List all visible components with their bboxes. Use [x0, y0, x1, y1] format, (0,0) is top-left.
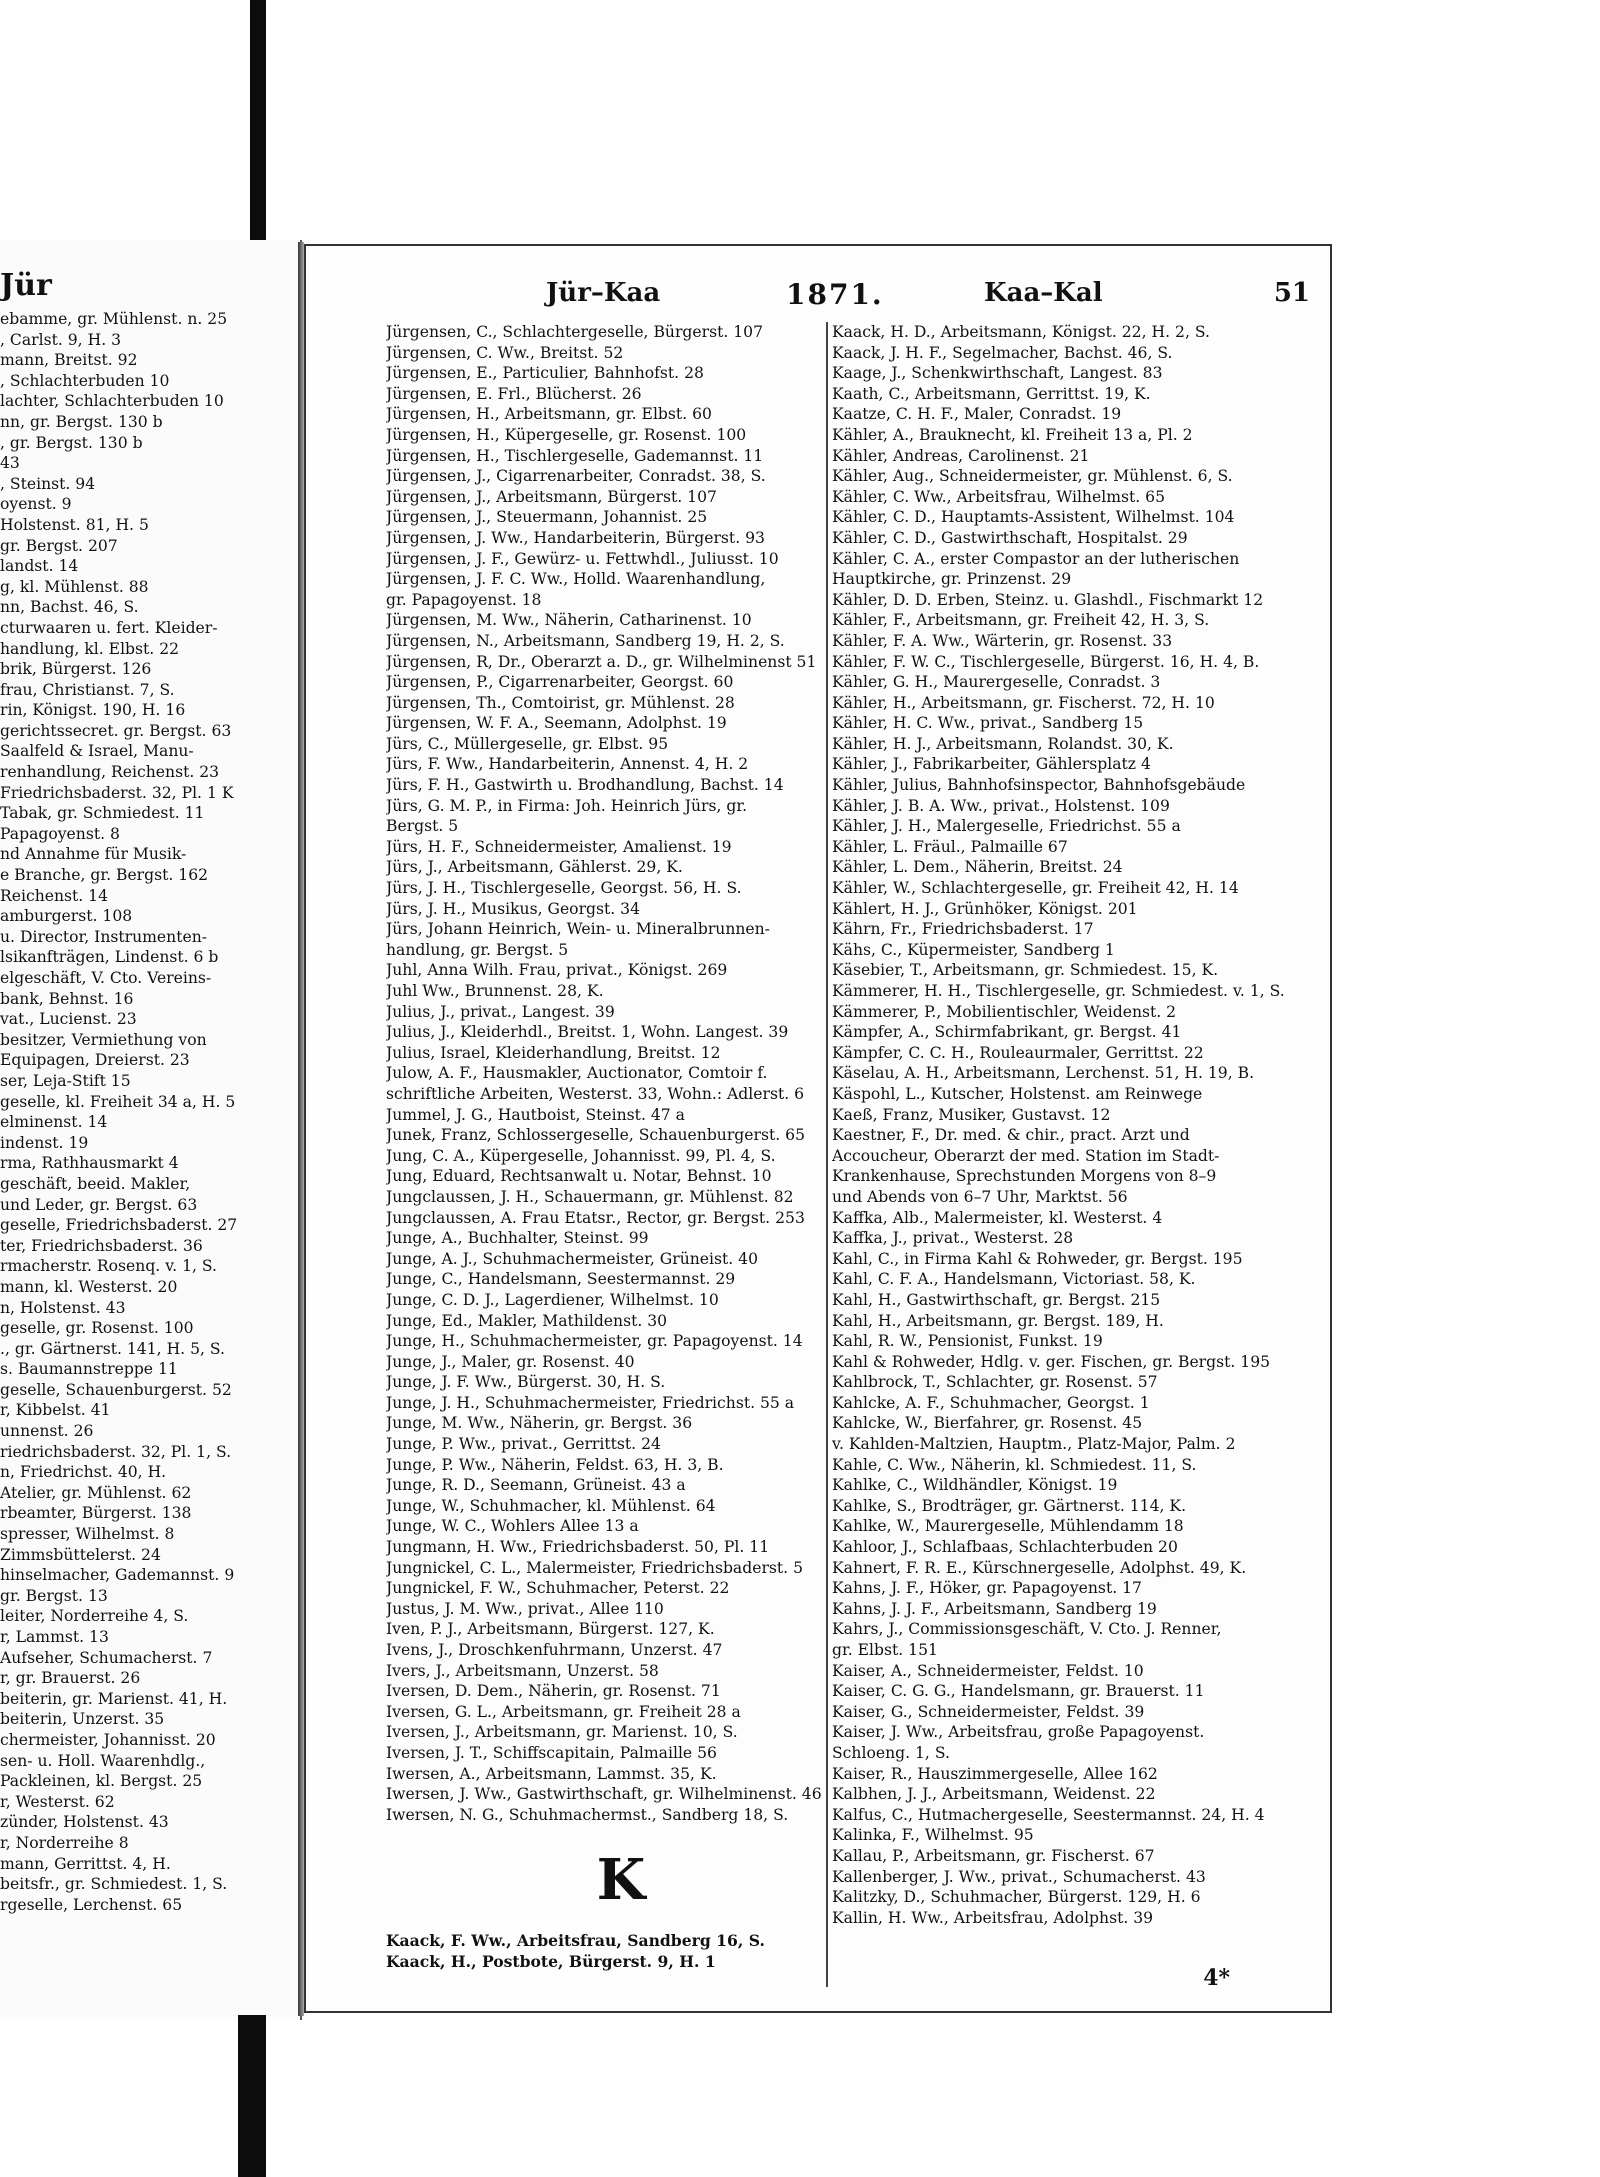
directory-entry: Iversen, J. T., Schiffscapitain, Palmaille 56	[386, 1743, 717, 1762]
left-page-line: s. Baumannstreppe 11	[0, 1360, 178, 1379]
signature-mark: 4*	[1203, 1965, 1230, 1991]
column-divider	[826, 322, 828, 1987]
directory-entry: Jürgensen, J. Ww., Handarbeiterin, Bürgerst. 93	[386, 528, 765, 547]
left-page-line: chermeister, Johannisst. 20	[0, 1730, 216, 1749]
directory-entry: Ivers, J., Arbeitsmann, Unzerst. 58	[386, 1661, 659, 1680]
left-page-line: gesellе, kl. Freiheit 34 a, H. 5	[0, 1092, 236, 1111]
left-page-line: r, Kibbelst. 41	[0, 1401, 111, 1420]
left-page-line: Tabak, gr. Schmiedest. 11	[0, 804, 205, 823]
running-header	[306, 278, 1330, 318]
directory-entry: Kahl, R. W., Pensionist, Funkst. 19	[832, 1332, 1103, 1351]
directory-entry: Kaack, H. D., Arbeitsmann, Königst. 22, H. 2, S.	[832, 323, 1210, 341]
left-page-line: riedrichsbaderst. 32, Pl. 1, S.	[0, 1442, 232, 1461]
directory-entry: Julius, J., Kleiderhdl., Breitst. 1, Wohn. Langest. 39	[386, 1023, 789, 1042]
left-page-line: g, kl. Mühlenst. 88	[0, 577, 149, 596]
directory-entry: Kählert, H. J., Grünhöker, Königst. 201	[832, 899, 1138, 918]
directory-entry: Kalfus, C., Hutmachergeselle, Seestermannst. 24, H. 4	[832, 1805, 1265, 1824]
left-page-line: rbeamter, Bürgerst. 138	[0, 1504, 192, 1523]
directory-entry: Iversen, D. Dem., Näherin, gr. Rosenst. 71	[386, 1682, 721, 1701]
directory-entry: Kähler, C. D., Hauptamts-Assistent, Wilhelmst. 104	[832, 508, 1235, 527]
directory-entry: Kahl, H., Arbeitsmann, gr. Bergst. 189, H.	[832, 1311, 1164, 1330]
left-page-line: 43	[0, 454, 20, 473]
directory-entry: Junge, J., Maler, gr. Rosenst. 40	[386, 1352, 635, 1371]
left-page-line: rin, Königst. 190, H. 16	[0, 701, 186, 720]
directory-entry: Kämpfer, A., Schirmfabrikant, gr. Bergst. 41	[832, 1023, 1182, 1042]
directory-entry: Kämpfer, C. C. H., Rouleaurmaler, Gerrittst. 22	[832, 1043, 1204, 1062]
directory-entry: Jürgensen, M. Ww., Näherin, Catharinenst. 10	[386, 611, 752, 630]
directory-entry: Kahlke, W., Maurergeselle, Mühlendamm 18	[832, 1517, 1184, 1536]
left-page-line: r, Lammst. 13	[0, 1628, 109, 1646]
directory-entry: Kähler, Andreas, Carolinenst. 21	[832, 446, 1090, 465]
left-page-line: nd Annahme für Musik-	[0, 845, 187, 864]
left-page-line: e Branche, gr. Bergst. 162	[0, 866, 209, 885]
directory-entry: Kähler, H., Arbeitsmann, gr. Fischerst. 72, H. 10	[832, 693, 1215, 712]
directory-entry: gr. Papagoyenst. 18	[386, 590, 542, 609]
directory-entry: Junek, Franz, Schlossergeselle, Schauenburgerst. 65	[386, 1126, 805, 1145]
left-page-line: cturwaaren u. fert. Kleider-	[0, 618, 218, 637]
directory-entry: Jürgensen, R, Dr., Oberarzt a. D., gr. Wilhelminenst 51	[386, 652, 817, 671]
left-page	[0, 240, 302, 2020]
directory-entry: Junge, W., Schuhmacher, kl. Mühlenst. 64	[386, 1496, 716, 1515]
left-page-line: Atelier, gr. Mühlenst. 62	[0, 1483, 192, 1502]
directory-entry: Hauptkirche, gr. Prinzenst. 29	[832, 570, 1072, 589]
left-page-line: gr. Bergst. 207	[0, 536, 118, 555]
directory-entry: Kähler, Julius, Bahnhofsinspector, Bahnhofsgebäude	[832, 776, 1246, 795]
directory-entry: Kahl, H., Gastwirthschaft, gr. Bergst. 215	[832, 1290, 1161, 1309]
directory-entry: Junge, P. Ww., privat., Gerrittst. 24	[386, 1435, 661, 1454]
left-page-line: oyenst. 9	[0, 495, 72, 514]
directory-entry: Jürgensen, J. F. C. Ww., Holld. Waarenhandlung,	[386, 570, 766, 589]
directory-entry: Jungnickel, C. L., Malermeister, Friedrichsbaderst. 5	[386, 1558, 804, 1577]
directory-entry: Kämmerer, H. H., Tischlergeselle, gr. Schmiedest. v. 1, S.	[832, 982, 1285, 1000]
directory-entry: Kaack, F. Ww., Arbeitsfrau, Sandberg 16, S.	[386, 1931, 765, 1951]
left-page-line: gr. Bergst. 13	[0, 1586, 108, 1605]
left-page-line: geschäft, beeid. Makler,	[0, 1174, 191, 1193]
directory-entry: Kähler, C. D., Gastwirthschaft, Hospitalst. 29	[832, 528, 1188, 547]
left-page-line: n, Friedrichst. 40, H.	[0, 1463, 167, 1482]
left-page-line: r, gr. Brauerst. 26	[0, 1669, 141, 1688]
directory-entry: Jürgensen, E. Frl., Blücherst. 26	[386, 384, 642, 403]
directory-entry: Jürs, J. H., Tischlergeselle, Georgst. 56, H. S.	[386, 879, 742, 898]
directory-entry: Kähler, W., Schlachtergeselle, gr. Freiheit 42, H. 14	[832, 879, 1239, 898]
left-page-line: lachter, Schlachterbuden 10	[0, 392, 224, 411]
left-page-line: Reichenst. 14	[0, 886, 109, 905]
directory-entry: v. Kahlden-Maltzien, Hauptm., Platz-Major, Palm. 2	[832, 1435, 1236, 1454]
left-page-line: Aufseher, Schumacherst. 7	[0, 1648, 213, 1667]
book-spine-top	[250, 0, 266, 262]
directory-entry: Junge, M. Ww., Näherin, gr. Bergst. 36	[386, 1414, 693, 1433]
directory-entry: Kähler, Aug., Schneidermeister, gr. Mühlenst. 6, S.	[832, 467, 1233, 486]
directory-entry: Kaath, C., Arbeitsmann, Gerrittst. 19, K.	[832, 384, 1151, 403]
directory-entry: Kahrs, J., Commissionsgeschäft, V. Cto. J. Renner,	[832, 1620, 1222, 1639]
directory-column-right	[832, 322, 1302, 1928]
directory-entry: Jungmann, H. Ww., Friedrichsbaderst. 50, Pl. 11	[386, 1538, 770, 1557]
directory-entry: Krankenhause, Sprechstunden Morgens von 8–9	[832, 1167, 1217, 1186]
left-page-line: r, Westerst. 62	[0, 1792, 115, 1811]
directory-entry: Kähler, C. A., erster Compastor an der lutherischen	[832, 549, 1240, 568]
left-page-line: renhandlung, Reichenst. 23	[0, 763, 220, 782]
directory-entry: Jürgensen, J., Arbeitsmann, Bürgerst. 107	[386, 487, 717, 506]
directory-entry: Kähler, J., Fabrikarbeiter, Gählersplatz 4	[832, 755, 1151, 774]
directory-entry: Kahns, J. J. F., Arbeitsmann, Sandberg 19	[832, 1599, 1157, 1618]
left-page-line: bank, Behnst. 16	[0, 989, 134, 1008]
directory-entry: Juhl Ww., Brunnenst. 28, K.	[386, 982, 604, 1000]
directory-column-left	[386, 322, 856, 1973]
left-page-line: Zimmsbüttelerst. 24	[0, 1545, 161, 1564]
left-page-line: mann, Gerrittst. 4, H.	[0, 1854, 171, 1873]
left-page-line: Holstenst. 81, H. 5	[0, 515, 149, 534]
directory-entry: Kähler, H. J., Arbeitsmann, Rolandst. 30, K.	[832, 734, 1174, 753]
directory-entry: Iwersen, N. G., Schuhmachermst., Sandberg 18, S.	[386, 1805, 789, 1824]
directory-entry: Jürs, H. F., Schneidermeister, Amalienst. 19	[386, 837, 732, 856]
directory-entry: Kähler, J. H., Malergeselle, Friedrichst. 55 a	[832, 817, 1181, 836]
left-page-line: ., gr. Gärtnerst. 141, H. 5, S.	[0, 1339, 225, 1358]
left-page-heading: Jür	[0, 268, 52, 303]
directory-entry: und Abends von 6–7 Uhr, Marktst. 56	[832, 1187, 1128, 1206]
left-page-line: zünder, Holstenst. 43	[0, 1813, 169, 1832]
left-page-line: nn, Bachst. 46, S.	[0, 598, 139, 617]
directory-entry: Junge, C., Handelsmann, Seestermannst. 29	[386, 1270, 736, 1289]
left-page-line: hinselmacher, Gademannst. 9	[0, 1566, 235, 1585]
directory-entry: Kähler, L. Dem., Näherin, Breitst. 24	[832, 858, 1123, 877]
header-range-left: Jür–Kaa	[546, 278, 661, 308]
directory-entry: schriftliche Arbeiten, Westerst. 33, Wohn.: Adlerst. 6	[386, 1084, 805, 1103]
directory-entry: Kaack, H., Postbote, Bürgerst. 9, H. 1	[386, 1951, 716, 1971]
directory-entry: Kaiser, C. G. G., Handelsmann, gr. Brauerst. 11	[832, 1682, 1205, 1701]
directory-entry: Jung, Eduard, Rechtsanwalt u. Notar, Behnst. 10	[386, 1167, 772, 1186]
directory-entry: Junge, J. F. Ww., Bürgerst. 30, H. S.	[386, 1373, 666, 1392]
directory-entry: Kahlke, C., Wildhändler, Königst. 19	[832, 1476, 1118, 1495]
directory-entry: Jürs, C., Müllergeselle, gr. Elbst. 95	[386, 734, 669, 753]
directory-entry: Kalitzky, D., Schuhmacher, Bürgerst. 129, H. 6	[832, 1888, 1201, 1907]
left-page-line: u. Director, Instrumenten-	[0, 927, 208, 946]
directory-entry: Iwersen, J. Ww., Gastwirthschaft, gr. Wilhelminenst. 46	[386, 1785, 822, 1804]
directory-entry: Jungnickel, F. W., Schuhmacher, Peterst. 22	[386, 1579, 730, 1598]
directory-entry: Jürgensen, J. F., Gewürz- u. Fettwhdl., Juliusst. 10	[386, 549, 779, 568]
left-page-line: sen- u. Holl. Waarenhdlg.,	[0, 1751, 206, 1770]
directory-entry: Kaiser, A., Schneidermeister, Feldst. 10	[832, 1661, 1144, 1680]
left-page-line: spresser, Wilhelmst. 8	[0, 1525, 175, 1544]
directory-entry: Jürgensen, W. F. A., Seemann, Adolphst. 19	[386, 714, 727, 733]
directory-entry: Kähler, H. C. Ww., privat., Sandberg 15	[832, 714, 1144, 733]
directory-entry: Jürgensen, Th., Comtoirist, gr. Mühlenst. 28	[386, 693, 735, 712]
directory-entry: Junge, A. J., Schuhmachermeister, Grüneist. 40	[386, 1249, 759, 1268]
directory-entry: Jürgensen, J., Steuermann, Johannist. 25	[386, 508, 708, 527]
left-page-line: Packleinen, kl. Bergst. 25	[0, 1772, 203, 1791]
directory-entry: Kahle, C. Ww., Näherin, kl. Schmiedest. 11, S.	[832, 1455, 1197, 1474]
directory-entry: Kähler, F. W. C., Tischlergeselle, Bürgerst. 16, H. 4, B.	[832, 652, 1260, 671]
directory-entry: Jürs, J. H., Musikus, Georgst. 34	[386, 899, 641, 918]
directory-entry: Kähler, J. B. A. Ww., privat., Holstenst. 109	[832, 796, 1170, 815]
directory-entry: Jürs, F. Ww., Handarbeiterin, Annenst. 4, H. 2	[386, 755, 749, 774]
directory-entry: Kaatze, C. H. F., Maler, Conradst. 19	[832, 405, 1122, 424]
left-page-line: r, Norderreihe 8	[0, 1833, 129, 1852]
left-page-line: mann, Breitst. 92	[0, 351, 138, 370]
left-page-line: beiterin, gr. Marienst. 41, H.	[0, 1689, 228, 1708]
directory-entry: Kahl & Rohweder, Hdlg. v. ger. Fischen, gr. Bergst. 195	[832, 1352, 1271, 1371]
directory-entry: Schloeng. 1, S.	[832, 1743, 950, 1762]
directory-entry: Kähler, C. Ww., Arbeitsfrau, Wilhelmst. 65	[832, 487, 1166, 506]
left-page-line: geselle, Friedrichsbaderst. 27	[0, 1216, 238, 1235]
directory-entry: Kalinka, F., Wilhelmst. 95	[832, 1826, 1034, 1845]
directory-entry: Jürs, J., Arbeitsmann, Gählerst. 29, K.	[386, 858, 683, 877]
directory-entry: Jürgensen, H., Arbeitsmann, gr. Elbst. 60	[386, 405, 712, 424]
left-page-line: Papagoyenst. 8	[0, 824, 120, 843]
directory-entry: Kaiser, R., Hauszimmergeselle, Allee 162	[832, 1764, 1158, 1783]
section-letter-k: K	[596, 1847, 646, 1914]
left-page-line: n, Holstenst. 43	[0, 1298, 126, 1317]
left-page-line: geselle, gr. Rosenst. 100	[0, 1319, 194, 1338]
left-page-line: elminenst. 14	[0, 1113, 108, 1132]
directory-entry: Käselau, A. H., Arbeitsmann, Lerchenst. 51, H. 19, B.	[832, 1064, 1255, 1083]
left-page-line: elgeschäft, V. Cto. Vereins-	[0, 969, 212, 987]
directory-entry: Kähler, D. D. Erben, Steinz. u. Glashdl., Fischmarkt 12	[832, 590, 1264, 609]
left-page-line: , Steinst. 94	[0, 474, 96, 493]
directory-entry: Kallau, P., Arbeitsmann, gr. Fischerst. 67	[832, 1846, 1155, 1865]
directory-entry: Junge, R. D., Seemann, Grüneist. 43 a	[386, 1476, 686, 1495]
directory-entry: Käspohl, L., Kutscher, Holstenst. am Reinwege	[832, 1084, 1203, 1103]
left-page-line: ter, Friedrichsbaderst. 36	[0, 1236, 203, 1255]
directory-entry: Jummel, J. G., Hautboist, Steinst. 47 a	[386, 1105, 685, 1124]
directory-entry: handlung, gr. Bergst. 5	[386, 940, 569, 959]
left-page-line: beitsfr., gr. Schmiedest. 1, S.	[0, 1875, 228, 1894]
left-page-line: , Carlst. 9, H. 3	[0, 330, 122, 349]
directory-entry: Kähler, A., Brauknecht, kl. Freiheit 13 a, Pl. 2	[832, 425, 1193, 444]
directory-entry: Kahlcke, A. F., Schuhmacher, Georgst. 1	[832, 1393, 1150, 1412]
directory-entry: Accoucheur, Oberarzt der med. Station im Stadt-	[832, 1146, 1220, 1165]
directory-entry: Junge, P. Ww., Näherin, Feldst. 63, H. 3, B.	[386, 1455, 724, 1474]
directory-entry: Jürgensen, J., Cigarrenarbeiter, Conradst. 38, S.	[386, 467, 766, 486]
left-page-line: beiterin, Unzerst. 35	[0, 1710, 165, 1729]
directory-entry: Jürgensen, C., Schlachtergeselle, Bürgerst. 107	[386, 323, 764, 341]
directory-entry: Iven, P. J., Arbeitsmann, Bürgerst. 127, K.	[386, 1620, 715, 1639]
directory-entry: Jung, C. A., Küpergeselle, Johannisst. 99, Pl. 4, S.	[386, 1146, 776, 1165]
directory-entry: Jungclaussen, A. Frau Etatsr., Rector, gr. Bergst. 253	[386, 1208, 805, 1227]
directory-entry: Iwersen, A., Arbeitsmann, Lammst. 35, K.	[386, 1764, 717, 1783]
directory-entry: Kähler, F. A. Ww., Wärterin, gr. Rosenst. 33	[832, 631, 1173, 650]
directory-entry: Kalbhen, J. J., Arbeitsmann, Weidenst. 22	[832, 1785, 1156, 1804]
left-page-line: amburgerst. 108	[0, 907, 133, 926]
left-page-line: mann, kl. Westerst. 20	[0, 1277, 178, 1296]
directory-entry: Kähler, F., Arbeitsmann, gr. Freiheit 42, H. 3, S.	[832, 611, 1210, 630]
left-page-line: ebamme, gr. Mühlenst. n. 25	[0, 310, 228, 328]
right-column-entries	[832, 322, 1302, 1928]
left-page-line: besitzer, Vermiethung von	[0, 1030, 207, 1049]
left-page-line: Friedrichsbaderst. 32, Pl. 1 K	[0, 783, 234, 802]
directory-entry: Kahl, C., in Firma Kahl & Rohweder, gr. Bergst. 195	[832, 1249, 1243, 1268]
directory-entry: Jürs, F. H., Gastwirth u. Brodhandlung, Bachst. 14	[386, 776, 784, 795]
directory-entry: Kähler, L. Fräul., Palmaille 67	[832, 837, 1068, 856]
directory-entry: Kaiser, J. Ww., Arbeitsfrau, große Papagoyenst.	[832, 1723, 1205, 1742]
header-year: 1871.	[786, 278, 884, 311]
directory-entry: Jürgensen, E., Particulier, Bahnhofst. 28	[386, 364, 704, 383]
left-page-lines	[0, 309, 300, 1915]
left-page-line: landst. 14	[0, 557, 79, 576]
left-page-line: handlung, kl. Elbst. 22	[0, 639, 180, 658]
left-page-line: indenst. 19	[0, 1133, 89, 1152]
directory-entry: Junge, C. D. J., Lagerdiener, Wilhelmst. 10	[386, 1290, 719, 1309]
directory-entry: Kähler, G. H., Maurergeselle, Conradst. 3	[832, 673, 1161, 692]
directory-entry: Junge, A., Buchhalter, Steinst. 99	[386, 1229, 649, 1248]
header-range-right: Kaa–Kal	[984, 278, 1103, 308]
directory-entry: Jürgensen, N., Arbeitsmann, Sandberg 19, H. 2, S.	[386, 631, 785, 650]
left-page-line: , Schlachterbuden 10	[0, 371, 170, 390]
left-page-line: und Leder, gr. Bergst. 63	[0, 1195, 198, 1214]
directory-entry: Kahnert, F. R. E., Kürschnergeselle, Adolphst. 49, K.	[832, 1558, 1247, 1577]
directory-entry: Kaestner, F., Dr. med. & chir., pract. Arzt und	[832, 1126, 1190, 1145]
page-number: 51	[1273, 278, 1310, 308]
directory-entry: Junge, H., Schuhmachermeister, gr. Papagoyenst. 14	[386, 1332, 803, 1351]
book-spine-bottom	[238, 2015, 266, 2177]
directory-entry: Kaiser, G., Schneidermeister, Feldst. 39	[832, 1702, 1145, 1721]
directory-entry: Julius, J., privat., Langest. 39	[386, 1002, 615, 1021]
directory-entry: Julow, A. F., Hausmakler, Auctionator, Comtoir f.	[386, 1064, 768, 1083]
directory-entry: Julius, Israel, Kleiderhandlung, Breitst. 12	[386, 1043, 721, 1062]
directory-entry: Kahlcke, W., Bierfahrer, gr. Rosenst. 45	[832, 1414, 1143, 1433]
directory-entry: Kaage, J., Schenkwirthschaft, Langest. 83	[832, 364, 1163, 383]
left-page-line: rmacherstr. Rosenq. v. 1, S.	[0, 1257, 218, 1276]
directory-entry: Jürs, G. M. P., in Firma: Joh. Heinrich Jürs, gr.	[386, 796, 748, 815]
directory-entry: Kährn, Fr., Friedrichsbaderst. 17	[832, 920, 1094, 939]
left-page-line: Saalfeld & Israel, Manu-	[0, 742, 194, 761]
directory-entry: Iversen, G. L., Arbeitsmann, gr. Freiheit 28 a	[386, 1702, 741, 1721]
directory-entry: Bergst. 5	[386, 817, 459, 836]
directory-entry: Kahl, C. F. A., Handelsmann, Victoriast. 58, K.	[832, 1270, 1196, 1289]
directory-entry: Ivens, J., Droschkenfuhrmann, Unzerst. 47	[386, 1641, 723, 1659]
directory-entry: Kaffka, Alb., Malermeister, kl. Westerst. 4	[832, 1208, 1163, 1227]
directory-entry: Jürgensen, P., Cigarrenarbeiter, Georgst. 60	[386, 673, 734, 692]
right-page	[304, 244, 1332, 2013]
directory-entry: Jungclaussen, J. H., Schauermann, gr. Mühlenst. 82	[386, 1187, 794, 1206]
directory-entry: gr. Elbst. 151	[832, 1641, 938, 1659]
directory-entry: Kallenberger, J. Ww., privat., Schumacherst. 43	[832, 1867, 1206, 1886]
directory-entry: Justus, J. M. Ww., privat., Allee 110	[386, 1599, 664, 1618]
directory-entry: Jürgensen, H., Tischlergeselle, Gademannst. 11	[386, 446, 764, 465]
left-column-entries-after	[386, 1931, 856, 1972]
directory-entry: Kämmerer, P., Mobilientischler, Weidenst. 2	[832, 1002, 1177, 1021]
directory-entry: Junge, J. H., Schuhmachermeister, Friedrichst. 55 a	[386, 1393, 795, 1412]
left-page-line: gerichtssecret. gr. Bergst. 63	[0, 721, 232, 740]
left-page-line: Equipagen, Dreierst. 23	[0, 1051, 190, 1070]
left-page-line: unnenst. 26	[0, 1422, 94, 1441]
directory-entry: Kahlke, S., Brodträger, gr. Gärtnerst. 114, K.	[832, 1496, 1187, 1515]
directory-entry: Junge, Ed., Makler, Mathildenst. 30	[386, 1311, 668, 1330]
directory-entry: Jürs, Johann Heinrich, Wein- u. Mineralbrunnen-	[386, 920, 770, 939]
left-page-line: ser, Leja-Stift 15	[0, 1071, 131, 1090]
directory-entry: Kallin, H. Ww., Arbeitsfrau, Adolphst. 39	[832, 1908, 1154, 1927]
left-column-entries	[386, 322, 856, 1825]
left-page-line: rma, Rathhausmarkt 4	[0, 1154, 179, 1173]
left-page-line: nn, gr. Bergst. 130 b	[0, 412, 163, 431]
left-page-line: brik, Bürgerst. 126	[0, 660, 152, 679]
directory-entry: Kaffka, J., privat., Westerst. 28	[832, 1229, 1074, 1248]
left-page-line: leiter, Norderreihe 4, S.	[0, 1607, 189, 1626]
left-page-line: rgesellе, Lerchenst. 65	[0, 1895, 183, 1914]
left-page-line: , gr. Bergst. 130 b	[0, 433, 143, 452]
left-page-line: vat., Lucienst. 23	[0, 1010, 137, 1029]
directory-entry: Kahlbrock, T., Schlachter, gr. Rosenst. 57	[832, 1373, 1158, 1392]
directory-entry: Kaeß, Franz, Musiker, Gustavst. 12	[832, 1105, 1111, 1124]
directory-entry: Kähs, C., Küpermeister, Sandberg 1	[832, 940, 1115, 959]
left-page-line: gesellе, Schauenburgerst. 52	[0, 1380, 232, 1399]
left-page-line: lsikanfträgen, Lindenst. 6 b	[0, 948, 219, 967]
directory-entry: Jürgensen, C. Ww., Breitst. 52	[386, 343, 624, 362]
directory-entry: Kahloor, J., Schlafbaas, Schlachterbuden 20	[832, 1538, 1178, 1557]
directory-entry: Kahns, J. F., Höker, gr. Papagoyenst. 17	[832, 1579, 1142, 1598]
directory-entry: Iversen, J., Arbeitsmann, gr. Marienst. 10, S.	[386, 1723, 738, 1742]
directory-entry: Juhl, Anna Wilh. Frau, privat., Königst. 269	[386, 961, 728, 980]
directory-entry: Jürgensen, H., Küpergeselle, gr. Rosenst. 100	[386, 425, 747, 444]
directory-entry: Junge, W. C., Wohlers Allee 13 a	[386, 1517, 639, 1536]
left-page-line: frau, Christianst. 7, S.	[0, 680, 175, 699]
directory-entry: Käsebier, T., Arbeitsmann, gr. Schmiedest. 15, K.	[832, 961, 1219, 980]
directory-entry: Kaack, J. H. F., Segelmacher, Bachst. 46, S.	[832, 343, 1173, 362]
